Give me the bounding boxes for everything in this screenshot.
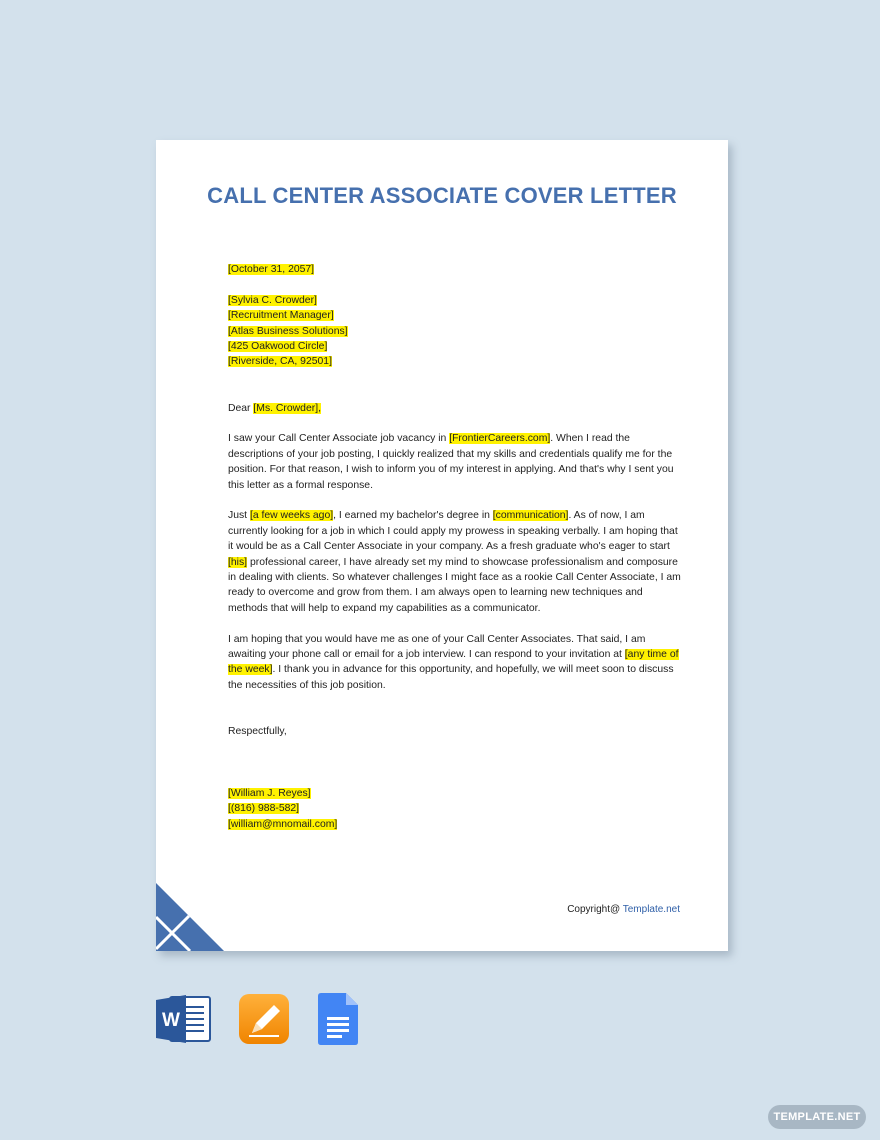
letter-date: [October 31, 2057] <box>228 264 315 275</box>
availability: [any time of the week] <box>228 649 679 676</box>
recipient-city: [Riverside, CA, 92501] <box>228 356 332 368</box>
recipient-name: [Sylvia C. Crowder] <box>228 294 317 306</box>
letter-body <box>228 262 684 832</box>
letter-date-line <box>228 262 684 277</box>
sender-email: [william@mnomail.com] <box>228 818 338 830</box>
google-docs-icon[interactable] <box>318 993 358 1045</box>
salutation: Dear [Ms. Crowder], <box>228 402 321 414</box>
salutation-name: [Ms. Crowder], <box>253 402 321 414</box>
paragraph-2: Just [a few weeks ago], I earned my bachelor's degree in [communication]. As of now, I am currently looking for a job in which I could apply my prowess in speaking verbally. I am hoping that it would be as a Call Center Associate in your company. As a fresh graduate who's eager to start [his] professional career, I have already set my mind to showcase professionalism and composure in dealing with clients. So whatever challenges I might face as a rookie Call Center Associate, I am ready to overcome and grow from them. I am always open to learning new techniques and methods that will help to expand my capabilities as a communicator. <box>228 510 681 614</box>
pronoun: [his] <box>228 556 248 568</box>
closing: Respectfully, <box>228 726 287 738</box>
pages-icon[interactable] <box>238 993 290 1045</box>
app-icons <box>156 993 376 1045</box>
svg-text:W: W <box>162 1010 180 1031</box>
sender-name: [William J. Reyes] <box>228 787 311 799</box>
job-source: [FrontierCareers.com] <box>449 433 551 445</box>
copyright-line: Copyright@ Template.net <box>567 904 680 915</box>
document-title: CALL CENTER ASSOCIATE COVER LETTER <box>207 183 677 208</box>
recipient-title: [Recruitment Manager] <box>228 310 334 322</box>
site-badge[interactable]: TEMPLATE.NET <box>768 1105 866 1129</box>
corner-decoration <box>156 883 224 951</box>
cover-letter-page <box>156 140 728 951</box>
word-icon[interactable] <box>156 993 212 1045</box>
paragraph-3: I am hoping that you would have me as one of your Call Center Associates. That said, I am awaiting your phone call or email for a job interview. I can respond to your invitation at [any time of the week]. I thank you in advance for this opportunity, and hopefully, we will meet soon to discuss the necessities of this job position. <box>228 633 679 691</box>
paragraph-1: I saw your Call Center Associate job vacancy in [FrontierCareers.com]. When I read the descriptions of your job posting, I quickly realized that my skills and credentials qualify me for the position. For that reason, I wish to inform you of my interest in applying. And that's why I sent you this letter as a formal response. <box>228 433 674 491</box>
copyright-brand: Template.net <box>622 904 680 915</box>
recipient-company: [Atlas Business Solutions] <box>228 325 348 337</box>
recipient-street: [425 Oakwood Circle] <box>228 341 328 353</box>
degree-field: [communication] <box>492 510 569 522</box>
sender-phone: [(816) 988-582] <box>228 803 300 815</box>
graduation-timeframe: [a few weeks ago] <box>249 510 334 522</box>
